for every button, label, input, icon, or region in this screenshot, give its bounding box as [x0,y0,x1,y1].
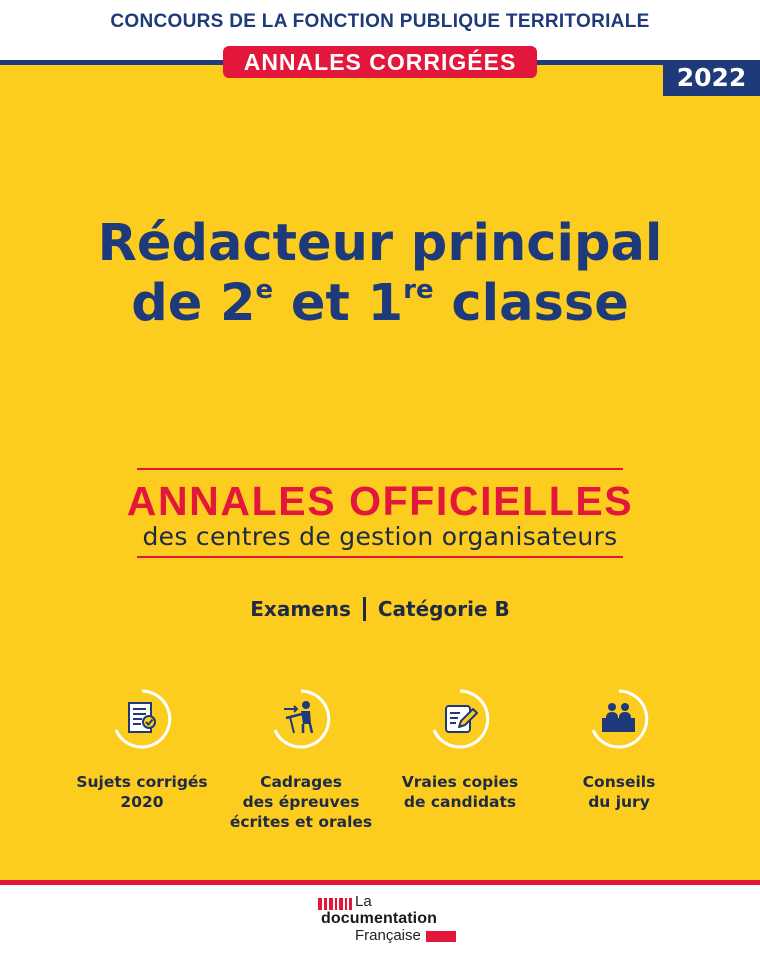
series-title: CONCOURS DE LA FONCTION PUBLIQUE TERRITORIALE [110,11,650,32]
exam-type: Examens [250,597,351,621]
feature-conseils-jury [534,688,704,812]
book-title [0,214,760,334]
exam-info [0,595,760,623]
title-part-c: classe [433,274,629,333]
candidate-desk-icon [270,688,332,750]
feature-vraies-copies [375,688,545,812]
red-rule-top [137,468,623,470]
title-part-a: de 2 [131,274,256,333]
title-line-2 [0,274,760,334]
feature-label-line: des épreuves [242,793,360,811]
feature-label-line: 2020 [120,793,164,811]
official-subtitle: des centres de gestion organisateurs [142,522,618,551]
feature-cadrages [216,688,386,832]
title-part-b: et 1 [273,274,404,333]
feature-sujets-corriges [57,688,227,812]
feature-label-line: Vraies copies [401,773,519,791]
feature-label-line: Sujets corrigés [76,773,208,791]
exam-category: Catégorie B [377,597,510,621]
feature-label-line: du jury [588,793,650,811]
publisher-logo [318,893,468,948]
year-badge: 2022 [663,60,760,96]
edit-paper-icon [429,688,491,750]
title-superscript-re: re [403,275,434,305]
barcode-stripes-icon [318,898,352,910]
official-title: ANNALES OFFICIELLES [126,478,634,524]
feature-label [375,772,545,812]
feature-label-line: de candidats [403,793,517,811]
feature-label [57,772,227,812]
bottom-red-band [0,880,760,885]
publisher-country: Française [355,927,421,944]
document-check-icon [111,688,173,750]
feature-label [216,772,386,832]
feature-label-line: Conseils [582,773,656,791]
annales-corrigees-badge: ANNALES CORRIGÉES [223,46,537,78]
red-rule-bottom [137,556,623,558]
feature-label-line: Cadrages [260,773,342,791]
jury-panel-icon [588,688,650,750]
publisher-red-block [426,931,456,942]
title-line-1: Rédacteur principal [97,214,663,273]
feature-label-line: écrites et orales [229,813,373,831]
publisher-la: La [355,893,372,910]
feature-label [534,772,704,812]
publisher-name: documentation [321,910,437,927]
title-superscript-e: e [255,275,274,305]
separator-bar [363,597,366,621]
